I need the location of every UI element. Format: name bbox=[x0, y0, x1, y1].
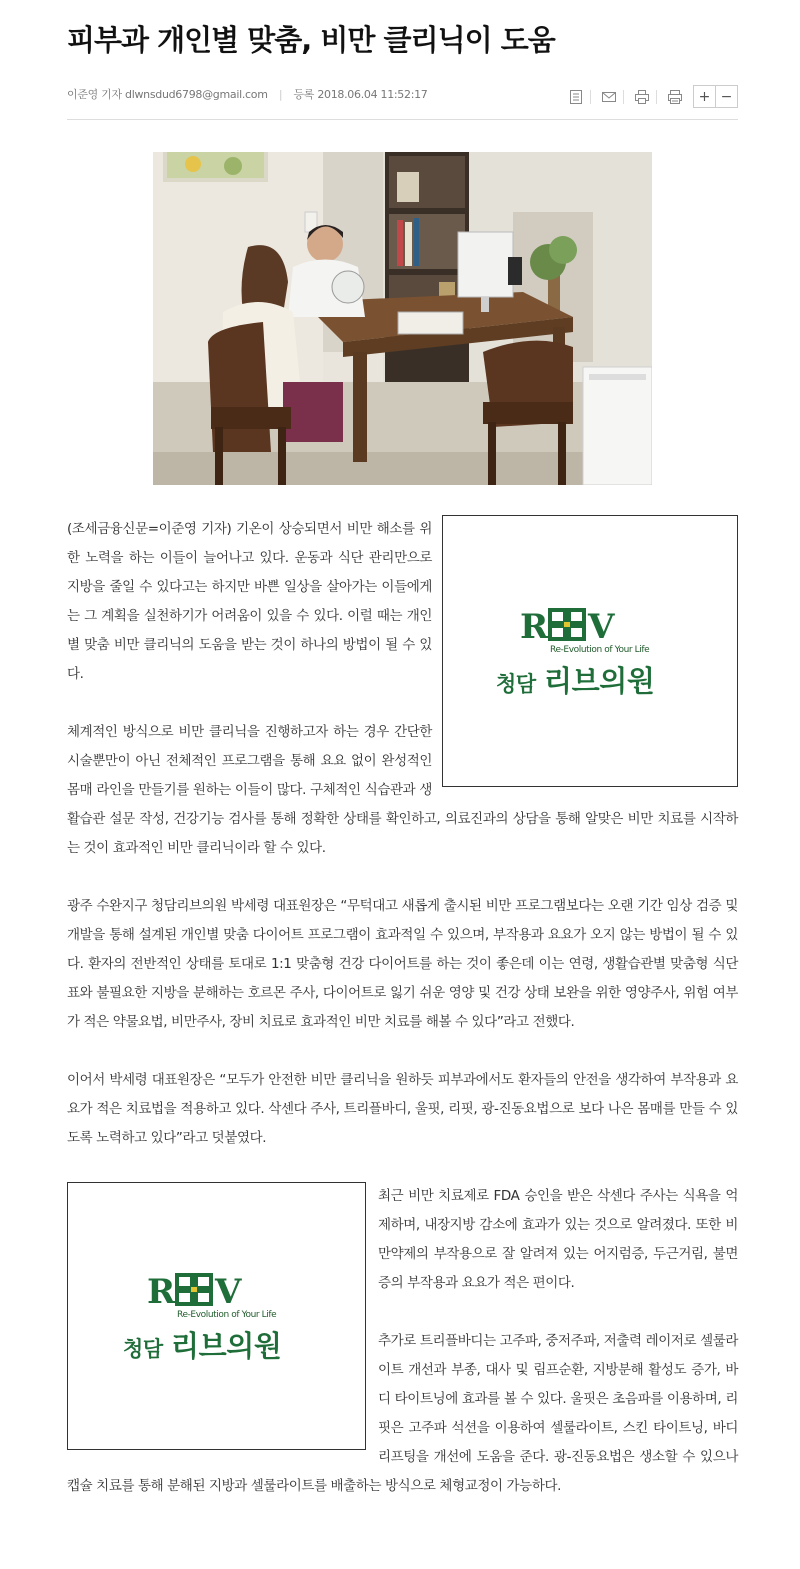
logo-brand-letter-r: R bbox=[520, 607, 548, 647]
article-list-icon[interactable] bbox=[565, 87, 587, 107]
logo-name-prefix: 청담 bbox=[496, 672, 536, 696]
logo-tagline: Re-Evolution of Your Life bbox=[176, 1310, 276, 1320]
author-email[interactable]: dlwnsdud6798@gmail.com bbox=[125, 88, 268, 101]
logo-name-prefix: 청담 bbox=[122, 1337, 163, 1361]
logo-tagline: Re-Evolution of Your Life bbox=[550, 645, 650, 655]
logo-name-main: 리브의원 bbox=[170, 1329, 281, 1363]
email-icon[interactable] bbox=[598, 87, 620, 107]
print-icon[interactable] bbox=[631, 87, 653, 107]
font-decrease-button[interactable]: − bbox=[715, 85, 738, 108]
meta-divider: | bbox=[278, 88, 283, 101]
logo-brand-letter-r: R bbox=[146, 1272, 175, 1312]
article-meta bbox=[67, 85, 738, 120]
paragraph-5: 최근 비만 치료제로 FDA 승인을 받은 삭센다 주사는 식욕을 억제하며, 내장지방 감소에 효과가 있는 것으로 알려졌다. 또한 비만약제의 부작용으로 잘 알려져 있는 어지럼증, 두근거림, 불면증의 부작용과 요요가 적은 편이다. bbox=[378, 1188, 738, 1291]
byline bbox=[67, 85, 428, 105]
logo-cross-mark bbox=[550, 610, 584, 639]
clinic-logo bbox=[68, 1183, 365, 1449]
toolbar-divider bbox=[656, 90, 657, 104]
toolbar-divider bbox=[590, 90, 591, 104]
logo-brand-letter-v: V bbox=[588, 607, 614, 647]
paragraph-3: 광주 수완지구 청담리브의원 박세령 대표원장은 “무턱대고 새롭게 출시된 비만 프로그램보다는 오랜 기간 임상 검증 및 개발을 통해 설계된 개인별 맞춤 다이어트 프로그램이 효과적일 수 있으며, 부작용과 요요가 오지 않는 방법이 될 수 있다. 환자의 전반적인 상태를 토대로 1:1 맞춤형 건강 다이어트를 하는 것이 좋은데 이는 연령, 생활습관별 맞춤형 식단표와 불필요한 지방을 분해하는 호르몬 주사, 다이어트로 잃기 쉬운 영양 및 건강 상태 보완을 위한 영양주사, 위험 여부가 적은 약물요법, 비만주사, 장비 치료로 효과적인 비만 치료를 해볼 수 있다”라고 전했다. bbox=[67, 898, 738, 1030]
article-body bbox=[67, 515, 738, 1530]
article-photo-clinic-consultation bbox=[153, 152, 652, 485]
font-increase-button[interactable]: + bbox=[693, 85, 716, 108]
logo-name-main: 리브의원 bbox=[544, 664, 655, 698]
paragraph-1: (조세금융신문=이준영 기자) 기온이 상승되면서 비만 해소를 위한 노력을 하는 이들이 늘어나고 있다. 운동과 식단 관리만으로 지방을 줄일 수 있다고는 하지만 바쁜 일상을 살아가는 이들에게는 그 계획을 실천하기가 어려움이 있을 수 있다. 이럴 때는 개인별 맞춤 비만 클리닉의 도움을 받는 것이 하나의 방법이 될 수 있다. bbox=[67, 521, 432, 682]
publish-date: 2018.06.04 11:52:17 bbox=[317, 88, 428, 101]
print-preview-icon[interactable] bbox=[664, 87, 686, 107]
clinic-logo-image bbox=[442, 515, 738, 787]
logo-brand-letter-v: V bbox=[214, 1272, 241, 1312]
clinic-logo-image bbox=[67, 1182, 366, 1450]
article bbox=[67, 0, 738, 120]
paragraph-6: 추가로 트리플바디는 고주파, 중저주파, 저출력 레이저로 셀룰라이트 개선과 부종, 대사 및 림프순환, 지방분해 활성도 증가, 바디 타이트닝에 효과를 볼 수 있다. 울핏은 초음파를 이용하며, 리핏은 고주파 석션을 이용하여 셀룰라이트, 스킨 타이트닝, 바디 리프팅을 개선에 도움을 준다. 광-진동요법은 생소할 수 있으나 캡슐 치료를 통해 분해된 지방과 셀룰라이트를 배출하는 방식으로 체형교정이 가능하다. bbox=[67, 1333, 738, 1494]
font-size-controls bbox=[694, 85, 738, 108]
logo-cross-mark bbox=[177, 1275, 211, 1304]
article-toolbar bbox=[561, 85, 738, 108]
paragraph-2: 체계적인 방식으로 비만 클리닉을 진행하고자 하는 경우 간단한 시술뿐만이 아닌 전체적인 프로그램을 통해 요요 없이 완성적인 몸매 라인을 만들기를 원하는 이들이 많다. 구체적인 식습관과 생활습관 설문 작성, 건강기능 검사를 통해 정확한 상태를 확인하고, 의료진과의 상담을 통해 알맞은 비만 치료를 시작하는 것이 효과적인 비만 클리닉이라 할 수 있다. bbox=[67, 724, 738, 856]
article-headline: 피부과 개인별 맞춤, 비만 클리닉이 도움 bbox=[67, 23, 555, 57]
clinic-logo bbox=[443, 516, 737, 786]
author-name: 이준영 기자 bbox=[67, 88, 122, 101]
date-label: 등록 bbox=[293, 88, 315, 101]
toolbar-divider bbox=[623, 90, 624, 104]
paragraph-4: 이어서 박세령 대표원장은 “모두가 안전한 비만 클리닉을 원하듯 피부과에서도 환자들의 안전을 생각하여 부작용과 요요가 적은 치료법을 적용하고 있다. 삭센다 주사, 트리플바디, 울핏, 리핏, 광-진동요법으로 보다 나은 몸매를 만들 수 있도록 노력하고 있다”라고 덧붙였다. bbox=[67, 1072, 738, 1146]
